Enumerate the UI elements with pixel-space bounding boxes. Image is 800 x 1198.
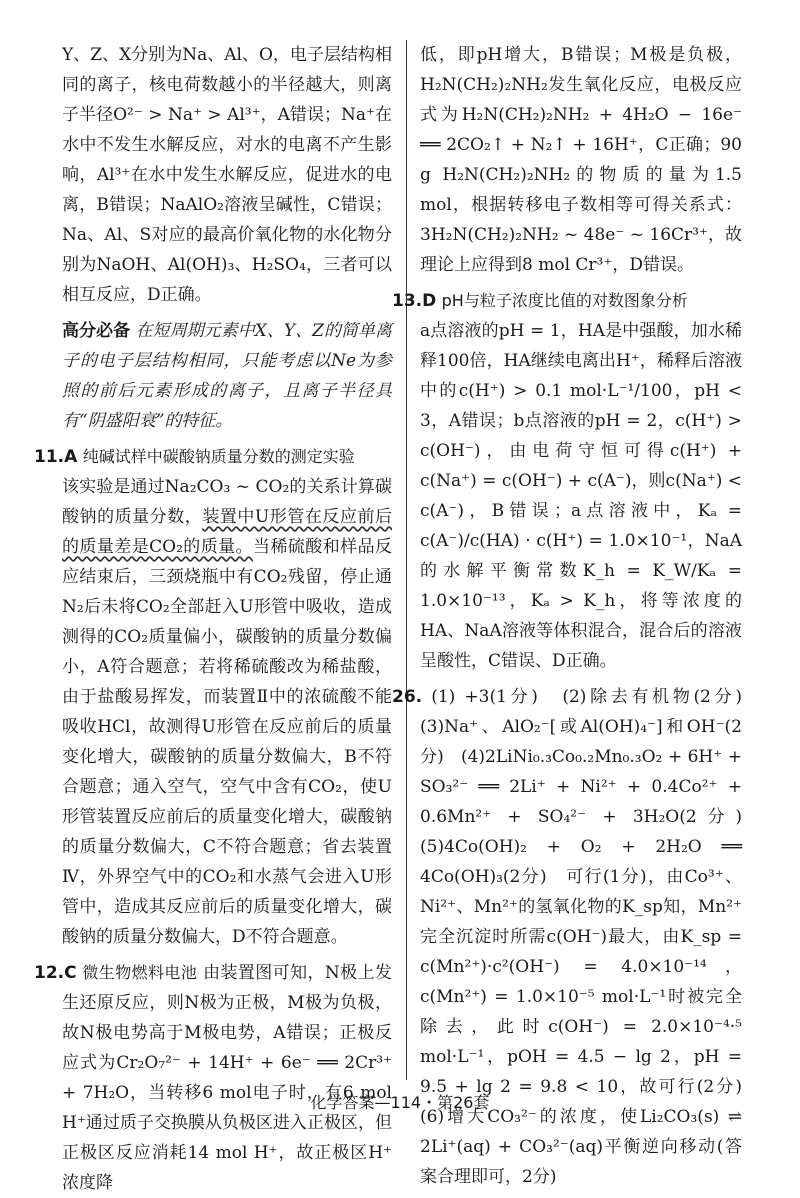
tip-text: 在短周期元素中X、Y、Z的简单离子的电子层结构相同，只能考虑以Ne为参照的前后元素形成的离子，且离子半径具有“阴盛阳衰”的特征。 [62, 321, 393, 431]
tip-block [62, 316, 392, 436]
q11-topic: 纯碱试样中碳酸钠质量分数的测定实验 [82, 447, 355, 466]
q11-text-b: 当稀硫酸和样品反应结束后，三颈烧瓶中有CO₂残留，停止通N₂后未将CO₂全部赶入U形管中吸收，造成测得的CO₂质量偏小，碳酸钠的质量分数偏小，A符合题意；若将稀硫酸改为稀盐酸，由于盐酸易挥发，而装置Ⅱ中的浓硫酸不能吸收HCl，故测得U形管在反应前后的质量变化增大，碳酸钠的质量分数偏大，B不符合题意；通入空气，空气中含有CO₂，使U形管装置反应前后的质量变化增大，碳酸钠的质量分数偏大，C不符合题意；省去装置Ⅳ，外界空气中的CO₂和水蒸气会进入U形管中，造成其反应前后的质量变化增大，碳酸钠的质量分数偏大，D不符合题意。 [62, 537, 392, 947]
q13-text: a点溶液的pH = 1，HA是中强酸，加水稀释100倍，HA继续电离出H⁺，稀释后溶液中的c(H⁺) > 0.1 mol·L⁻¹/100，pH < 3，A错误；b点溶液的pH = 2，c(H⁺) > c(OH⁻)，由电荷守恒可得c(H⁺) + c(Na⁺) = c(OH⁻) + c(A⁻)，则c(Na⁺) < c(A⁻)，B错误；a点溶液中，Kₐ = c(A⁻)/c(HA) · c(H⁺) = 1.0×10⁻¹，NaA的水解平衡常数K_h = K_W/Kₐ = 1.0×10⁻¹³，Kₐ > K_h，将等浓度的HA、NaA溶液等体积混合，混合后的溶液呈酸性，C错误、D正确。 [420, 321, 742, 671]
q26-text: (1) +3(1分) (2)除去有机物(2分) (3)Na⁺、AlO₂⁻[或Al(OH)₄⁻]和OH⁻(2分) (4)2LiNi₀.₃Co₀.₂Mn₀.₃O₂ + 6H⁺ + SO₃²⁻ ══ 2Li⁺ + Ni²⁺ + 0.4Co²⁺ + 0.6Mn²⁺ + SO₄²⁻ + 3H₂O(2分) (5)4Co(OH)₂ + O₂ + 2H₂O ══ 4Co(OH)₃(2分) 可行(1分)，由Co³⁺、Ni²⁺、Mn²⁺的氢氧化物的K_sp知，Mn²⁺完全沉淀时所需c(OH⁻)最大，由K_sp = c(Mn²⁺)·c²(OH⁻) = 4.0×10⁻¹⁴，c(Mn²⁺) = 1.0×10⁻⁵ mol·L⁻¹时被完全除去，此时c(OH⁻) = 2.0×10⁻⁴·⁵ mol·L⁻¹，pOH = 4.5 − lg 2，pH = 9.5 + lg 2 = 9.8 < 10，故可行(2分) (6)增大CO₃²⁻的浓度，使Li₂CO₃(s) ⇌ 2Li⁺(aq) + CO₃²⁻(aq)平衡逆向移动(答案合理即可，2分) [420, 687, 760, 1187]
q10-continuation: Y、Z、X分别为Na、Al、O，电子层结构相同的离子，核电荷数越小的半径越大，则离子半径O²⁻ > Na⁺ > Al³⁺，A错误；Na⁺在水中不发生水解反应，对水的电离不产生影响，Al³⁺在水中发生水解反应，促进水的电离，B错误；NaAlO₂溶液呈碱性，C错误；Na、Al、S对应的最高价氧化物的水化物分别为NaOH、Al(OH)₃、H₂SO₄，三者可以相互反应，D正确。 [62, 45, 392, 305]
q13-answer [392, 286, 742, 676]
column-divider [406, 40, 407, 1080]
q26-number: 26. [392, 687, 423, 707]
q11-answer [34, 442, 393, 952]
tip-title: 高分必备 [62, 321, 131, 341]
q13-topic: pH与粒子浓度比值的对数图象分析 [441, 291, 688, 310]
q12-continuation: 低，即pH增大，B错误；M极是负极，H₂N(CH₂)₂NH₂发生氧化反应，电极反应式为H₂N(CH₂)₂NH₂ + 4H₂O − 16e⁻ ══ 2CO₂↑ + N₂↑ + 16H⁺，C正确；90 g H₂N(CH₂)₂NH₂的物质的量为1.5 mol，根据转移电子数相等可得关系式：3H₂N(CH₂)₂NH₂ ~ 48e⁻ ~ 16Cr³⁺，故理论上应得到8 mol Cr³⁺，D错误。 [420, 45, 742, 275]
q12-number: 12.C [34, 963, 77, 983]
page-footer: 化学答案—114・第26套 [310, 1093, 490, 1112]
left-column [34, 40, 393, 1198]
q12-text: 由装置图可知，N极上发生还原反应，则N极为正极，M极为负极，故N极电势高于M极电势，A错误；正极反应式为Cr₂O₇²⁻ + 14H⁺ + 6e⁻ ══ 2Cr³⁺ + 7H₂O，当转移6 mol电子时，有6 mol H⁺通过质子交换膜从负极区进入正极区，但正极区反应消耗14 mol H⁺，故正极区H⁺浓度降 [62, 963, 392, 1193]
q11-text-a: 该实验是通过Na₂CO₃ ~ CO₂的关系计算碳酸钠的质量分数， [62, 477, 392, 527]
q13-number: 13.D [392, 291, 437, 311]
q11-key-point: 装置中U形管在反应前后的质量差是CO₂的质量。 [62, 507, 393, 557]
q12-answer [34, 958, 392, 1198]
q11-number: 11.A [34, 447, 78, 467]
q12-topic: 微生物燃料电池 [82, 963, 198, 982]
